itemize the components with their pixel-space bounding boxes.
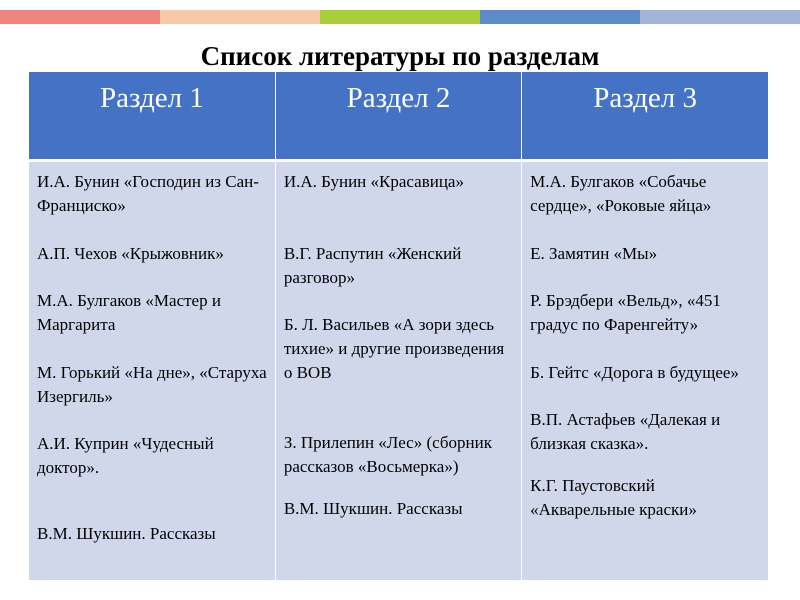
list-item: М.А. Булгаков «Собачье сердце», «Роковые яйца» <box>530 171 712 215</box>
list-item: В.Г. Распутин «Женский разговор» <box>283 243 462 287</box>
slide-title: Список литературы по разделам <box>200 41 600 71</box>
header-section-2: Раздел 2 <box>275 72 521 160</box>
stripe-segment <box>0 10 160 24</box>
list-item: З. Прилепин «Лес» (сборник рассказов «Восьмерка») <box>283 432 492 476</box>
stripe-segment <box>480 10 640 24</box>
list-item: Р. Брэдбери «Вельд», «451 градус по Фаренгейту» <box>530 290 721 334</box>
section-2-list <box>284 170 513 581</box>
stripe-segment <box>320 10 480 24</box>
table-body-row <box>29 160 768 580</box>
list-item: М.А. Булгаков «Мастер и Маргарита <box>37 290 221 334</box>
list-item: В.М. Шукшин. Рассказы <box>283 498 463 518</box>
list-item: Б. Л. Васильев «А зори здесь тихие» и другие произведения о ВОВ <box>283 314 505 382</box>
section-1-list <box>37 170 267 581</box>
list-item: К.Г. Паустовский «Акварельные краски» <box>530 475 697 519</box>
table-header-row <box>29 72 768 160</box>
decorative-top-stripe <box>0 10 800 24</box>
stripe-segment <box>640 10 800 24</box>
stripe-segment <box>160 10 320 24</box>
section-3-cell <box>522 160 768 580</box>
list-item: В.М. Шукшин. Рассказы <box>37 523 216 543</box>
literature-table <box>29 72 768 580</box>
list-item: И.А. Бунин «Красавица» <box>283 171 464 191</box>
section-3-list <box>530 170 760 581</box>
list-item: М. Горький «На дне», «Старуха Изергиль» <box>37 362 267 406</box>
header-section-1: Раздел 1 <box>29 72 275 160</box>
list-item: И.А. Бунин «Господин из Сан-Франциско» <box>37 171 259 215</box>
list-item: В.П. Астафьев «Далекая и близкая сказка». <box>530 409 721 453</box>
list-item: А.И. Куприн «Чудесный доктор». <box>37 433 214 477</box>
section-1-cell <box>29 160 275 580</box>
list-item: А.П. Чехов «Крыжовник» <box>37 243 224 263</box>
header-section-3: Раздел 3 <box>522 72 768 160</box>
list-item: Е. Замятин «Мы» <box>530 243 658 263</box>
list-item: Б. Гейтс «Дорога в будущее» <box>530 362 739 382</box>
section-2-cell <box>275 160 521 580</box>
